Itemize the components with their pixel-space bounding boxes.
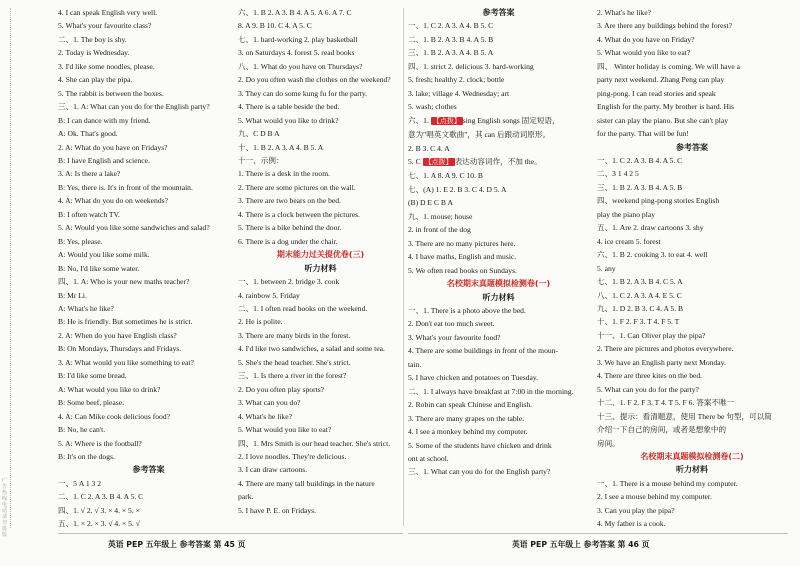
text-line: 5. The rabbit is between the boxes. (58, 88, 164, 98)
text-line: 5. Some of the students have chicken and drink (408, 440, 552, 450)
text-line: 2. Do you often wash the clothes on the weekend? (238, 75, 391, 85)
text-line: 二、3 1 4 2 5 (597, 169, 639, 179)
text-line: A: Would you like some milk. (58, 250, 150, 260)
text-line: 九、1. mouse; house (408, 211, 473, 221)
text-line: 六、1. B 2. A 3. B 4. A 5. A 6. A 7. C (238, 8, 352, 17)
section-heading: 期末能力过关提优卷(三) (276, 250, 365, 260)
text-line: 3. What can you do? (238, 398, 301, 408)
text-line: 七、1. hard-working 2. play basketball (238, 34, 358, 44)
text-line: ping-pong. I can read stories and speak (597, 88, 716, 98)
text-line: 2. Robin can speak Chinese and English. (408, 400, 533, 410)
hint-badge: 【点拨】 (432, 116, 461, 125)
text-line: A: What's he like? (58, 303, 114, 313)
text-line: B: I'd like some bread. (58, 371, 127, 381)
text-line: 5. She's the head teacher. She's strict. (238, 357, 351, 367)
text-line: 3. I'd like some noodles, please. (58, 61, 155, 71)
footer-rule-left (58, 533, 403, 534)
text-line: 3. They can do some kung fu for the party. (238, 88, 368, 98)
text-line: 2. What's he like? (597, 8, 651, 17)
text-line: 一、1. There is a photo above the bed. (408, 305, 526, 315)
text-line: B: Yes, there is. It's in front of the mountain. (58, 182, 193, 192)
text-line: 3. There are many birds in the forest. (238, 330, 351, 340)
text-line: 三、1. B 2. A 3. A 4. B 5. A (408, 48, 494, 58)
section-heading: 听力材料 (676, 465, 708, 475)
text-line: B: Yes, please. (58, 236, 103, 246)
text-line: 2. Do you often play sports? (238, 384, 325, 394)
binding-edge-line (10, 8, 11, 528)
text-line: B: I have English and science. (58, 155, 150, 165)
section-heading: 参考答案 (132, 465, 165, 475)
text-line: B: Mr Li. (58, 290, 87, 300)
text-line: 5. I have chicken and potatoes on Tuesday. (408, 373, 539, 383)
text-line: 二、1. I always have breakfast at 7:00 in the morning. (408, 386, 574, 396)
text-line: 2. A: When do you have English class? (58, 330, 177, 340)
text-line: 十三、提示：看清题意，使用 There be 句型，可以简 (597, 411, 772, 421)
text-line: 4. There is a table beside the bed. (238, 102, 340, 112)
text-line: 2. There are some pictures on the wall. (238, 182, 356, 192)
text-line: 五、1. Are 2. draw cartoons 3. shy (597, 223, 704, 233)
text-line: 4. What's he like? (238, 411, 292, 421)
text-line: 九、1. D 2. B 3. C 4. A 5. B (597, 303, 684, 313)
text-line: 4. There are many tall buildings in the nature (238, 478, 375, 488)
text-line: 一、1. between 2. bridge 3. cook (238, 277, 340, 287)
text-line: 七、1. B 2. A 3. B 4. C 5. A (597, 277, 683, 287)
text-line: 三、1. Is there a river in the forest? (238, 371, 347, 381)
text-line: tain. (408, 359, 422, 369)
text-line: 5. I have P. E. on Fridays. (238, 505, 317, 515)
text-line: 2. There are pictures and photos everywhere. (597, 344, 734, 354)
text-line: 4. I see a monkey behind my computer. (408, 427, 528, 437)
text-line: 1. There is a desk in the room. (238, 169, 331, 179)
text-line: A: Ok. That's good. (58, 129, 118, 139)
text-line: party next weekend. Zhang Peng can play (597, 75, 725, 85)
text-line: 2. He is polite. (238, 317, 283, 327)
text-line: 十一、1. Can Oliver play the pipa? (597, 330, 706, 340)
text-line: 十二、1. F 2. F 3. T 4. T 5. F 6. 答案不唯一 (597, 398, 735, 408)
text-line: 二、1. C 2. A 3. B 4. A 5. C (58, 492, 144, 502)
text-line: 一、5 A 1 3 2 (58, 478, 102, 488)
text-line: 房间。 (597, 438, 620, 448)
text-line: English for the party. My brother is hard. His (597, 102, 735, 112)
column-3 (408, 6, 589, 479)
hint-badge: 【点拨】 (424, 157, 453, 166)
text-line: 5. What can you do for the party? (597, 384, 699, 394)
text-line: 七、(A) 1. E 2. B 3. C 4. D 5. A (408, 184, 507, 194)
section-heading: 听力材料 (304, 263, 337, 273)
text-line: 四、1. √ 2. √ 3. × 4. × 5. × (58, 505, 140, 515)
text-line: B: Some beef, please. (58, 398, 125, 408)
text-line: 四、1. strict 2. delicious 3. hard-working (408, 61, 534, 71)
text-line: 2. Don't eat too much sweet. (408, 319, 495, 329)
text-line: 四、1. A: Who is your new maths teacher? (58, 277, 190, 287)
text-line: B: He is friendly. But sometimes he is strict. (58, 317, 193, 327)
section-heading: 名校期末真题模拟检测卷(二) (640, 451, 744, 461)
text-line: 5. There is a bike behind the door. (238, 223, 342, 233)
text-line: 七、1. A 8. A 9. C 10. B (408, 171, 483, 181)
section-heading: 名校期末真题模拟检测卷(一) (446, 279, 551, 289)
text-line: 5. wash; clothes (408, 102, 457, 112)
text-line: 3. lake; village 4. Wednesday; art (408, 88, 510, 98)
text-line: 2. in front of the dog (408, 225, 471, 235)
text-line: 三、1. A: What can you do for the English party? (58, 102, 210, 112)
text-line: 二、1. B 2. A 3. B 4. A 5. B (408, 34, 494, 44)
text-line: 四、weekend ping-pong stories English (597, 196, 720, 206)
text-line: 5. What would you like to eat? (597, 48, 691, 58)
text-line: 4. A: Can Mike cook delicious food? (58, 411, 170, 421)
text-line: 4. ice cream 5. forest (597, 236, 661, 246)
text-line: 八、1. C 2. A 3. A 4. E 5. C (597, 290, 682, 300)
text-line: 4. A: What do you do on weekends? (58, 196, 168, 206)
page-divider (403, 8, 404, 526)
text-line: 六、1. 【点拨】 sing English songs 固定短语， (408, 115, 560, 125)
text-line: 5. C 【点拨】 表达动容词作，不加 the。 (408, 156, 542, 166)
text-line: B: On Mondays, Thursdays and Fridays. (58, 344, 182, 354)
text-line: sister can play the piano. But she can't play (597, 115, 729, 125)
text-line: 4. I'd like two sandwiches, a salad and some tea. (238, 344, 385, 354)
section-heading: 听力材料 (482, 292, 515, 302)
text-line: 四、 Winter holiday is coming. We will have a (597, 61, 740, 71)
column-4 (597, 6, 787, 531)
text-line: 6. There is a dog under the chair. (238, 236, 338, 246)
text-line: 三、1. What can you do for the English party? (408, 467, 551, 477)
text-line: ont at school. (408, 453, 449, 463)
text-line: B: I can dance with my friend. (58, 115, 151, 125)
text-line: 六、1. B 2. cooking 3. to eat 4. well (597, 250, 708, 260)
text-line: 九、C D B A (238, 129, 280, 139)
text-line: A: What would you like to drink? (58, 384, 161, 394)
text-line: 5. fresh; healthy 2. clock; bottle (408, 75, 505, 85)
text-line: 3. I can draw cartoons. (238, 465, 308, 475)
page-number-left: 英语 PEP 五年级上 参考答案 第 45 页 (108, 540, 246, 549)
text-line: 5. any (597, 263, 616, 273)
text-line: 一、1. There is a mouse behind my computer. (597, 478, 738, 488)
text-line: 意为"唱英文歌曲"，其 can 后跟动词原形。 (408, 130, 551, 140)
text-line: B: It's on the dogs. (58, 451, 115, 461)
text-line: 三、1. B 2. A 3. B 4. A 5. B (597, 182, 683, 192)
text-line: 8. A 9. B 10. C 4. A 5. C (238, 21, 312, 31)
text-line: 3. on Saturdays 4. forest 5. read books (238, 48, 355, 58)
text-line: 4. There are some buildings in front of the moun- (408, 346, 559, 356)
text-line: 3. We have an English party next Monday. (597, 357, 726, 367)
footer-rule-right (408, 533, 788, 534)
text-line: 5. We often read books on Sundays. (408, 265, 517, 275)
text-line: 四、1. Mrs Smith is our head teacher. She's strict. (238, 438, 391, 448)
section-heading: 参考答案 (482, 8, 515, 17)
text-line: play the piano play (597, 209, 655, 219)
text-line: 3. A: Is there a lake? (58, 169, 121, 179)
text-line: 4. There is a clock between the pictures. (238, 209, 360, 219)
text-line: 十一、示例： (238, 155, 284, 165)
text-line: 4. I have maths, English and music. (408, 252, 517, 262)
text-line: 一、1. C 2. A 3. B 4. A 5. C (597, 155, 683, 165)
text-line: 十、1. B 2. A 3. A 4. B 5. A (238, 142, 324, 152)
text-line: (B) D E C B A (408, 198, 453, 208)
text-line: B: No, he can't. (58, 425, 106, 435)
text-line: 介绍一下自己的房间，或者是想象中的 (597, 425, 727, 435)
text-line: 5. What's your favourite class? (58, 21, 152, 31)
text-line: 2. I see a mouse behind my computer. (597, 492, 712, 502)
text-line: 二、1. I often read books on the weekend. (238, 303, 368, 313)
text-line: 5. What would you like to drink? (238, 115, 339, 125)
text-line: for the party. That will be fun! (597, 129, 689, 139)
text-line: 4. There are three kites on the bed. (597, 371, 703, 381)
text-line: 八、1. What do you have on Thursdays? (238, 61, 363, 71)
section-heading: 参考答案 (676, 142, 708, 152)
text-line: 5. What would you like to eat? (238, 425, 332, 435)
text-line: 4. My father is a cook. (597, 519, 666, 529)
text-line: 5. A: Would you like some sandwiches and salad? (58, 223, 210, 233)
text-line: 3. There are many grapes on the table. (408, 413, 525, 423)
text-line: 2. I love noodles. They're delicious. (238, 451, 347, 461)
text-line: 2. B 3. C 4. A (408, 143, 450, 153)
text-line: 3. There are two bears on the bed. (238, 196, 341, 206)
text-line: 十、1. F 2. F 3. T 4. F 5. T (597, 317, 680, 327)
column-1 (58, 6, 239, 531)
text-line: 3. Are there any buildings behind the forest? (597, 21, 732, 31)
text-line: 4. What do you have on Friday? (597, 34, 695, 44)
text-line: 3. A: What would you like something to eat? (58, 357, 194, 367)
text-line: 4. She can play the pipa. (58, 75, 133, 85)
text-line: 5. A: Where is the football? (58, 438, 142, 448)
text-line: 一、1. C 2. A 3. A 4. B 5. C (408, 21, 494, 31)
text-line: 3. Can you play the pipa? (597, 505, 675, 515)
text-line: 3. There are no many pictures here. (408, 238, 516, 248)
text-line: 4. rainbow 5. Friday (238, 290, 300, 300)
text-line: 二、1. The boy is shy. (58, 34, 127, 44)
column-2 (238, 6, 403, 517)
text-line: park. (238, 492, 254, 502)
margin-note: 广告热线电话 请勿盗版 (2, 478, 8, 538)
text-line: 3. What's your favourite food? (408, 332, 501, 342)
page-number-right: 英语 PEP 五年级上 参考答案 第 46 页 (512, 540, 650, 549)
text-line: 2. Today is Wednesday. (58, 48, 130, 58)
text-line: B: No, I'd like some water. (58, 263, 140, 273)
text-line: 2. A: What do you have on Fridays? (58, 142, 168, 152)
text-line: B: I often watch TV. (58, 209, 120, 219)
text-line: 五、1. × 2. × 3. √ 4. × 5. √ (58, 519, 140, 529)
text-line: 4. I can speak English very well. (58, 8, 158, 17)
